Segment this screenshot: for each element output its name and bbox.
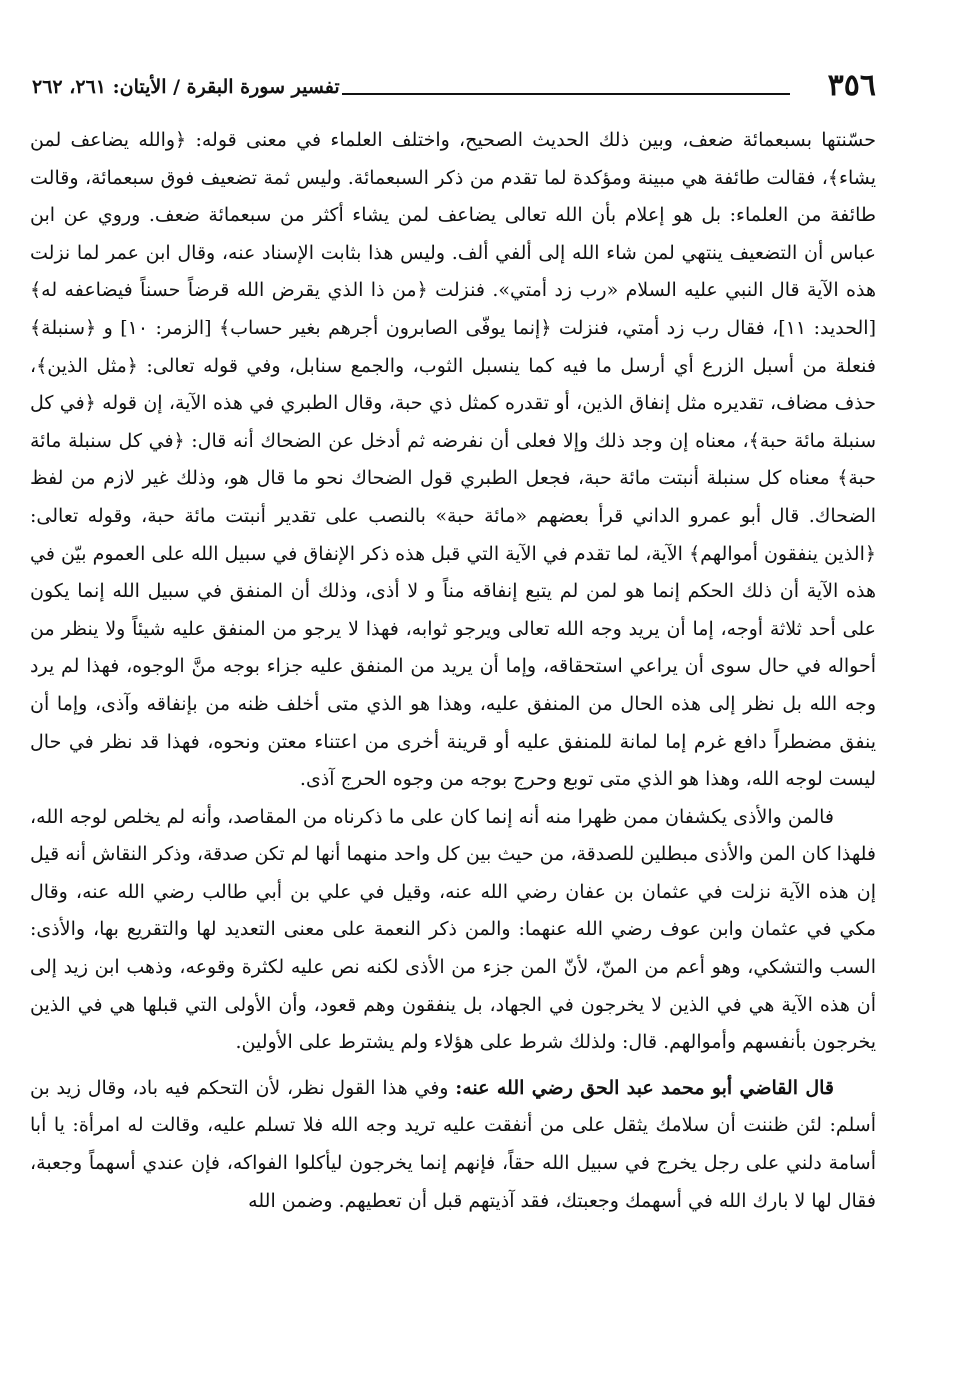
page-number: ٣٥٦ [827, 68, 876, 103]
paragraph-3-text: وفي هذا القول نظر، لأن التحكم فيه باد، وقال زيد بن أسلم: لئن ظننت أن سلامك يثقل على من أنفقت عليه تريد وجه الله فلا تسلم عليه، وقالت له امرأة: يا أبا أسامة دلني على رجل يخرج في سبيل الله حقاً، فإنهم إنما يخرجون ليأكلوا الفواكه، فإن عندي أسهماً وجعبة، فقال لها لا بارك الله في أسهمك وجعبتك، فقد آذيتهم قبل أن تعطيهم. وضمن الله [30, 1076, 876, 1212]
paragraph-1: حسّنتها بسبعمائة ضعف، وبين ذلك الحديث الصحيح، واختلف العلماء في معنى قوله: ﴿والله يضاعف لمن يشاء﴾، فقالت طائفة هي مبينة ومؤكدة لما تقدم من ذكر السبعمائة. وليس ثمة تضعيف فوق سبعمائة، وقالت طائفة من العلماء: بل هو إعلام بأن الله تعالى يضاعف لمن يشاء أكثر من سبعمائة ضعف. وروي عن ابن عباس أن التضعيف ينتهي لمن شاء الله إلى ألفي ألف. وليس هذا بثابت الإسناد عنه، وقال ابن عمر لما نزلت هذه الآية قال النبي عليه السلام «رب زد أمتي». فنزلت ﴿من ذا الذي يقرض الله قرضاً حسناً فيضاعفه له﴾ [الحديد: ١١]، فقال رب زد أمتي، فنزلت ﴿إنما يوفّى الصابرون أجرهم بغير حساب﴾ [الزمر: ١٠] و ﴿سنبلة﴾ فنعلة من أسبل الزرع أي أرسل ما فيه كما ينسبل الثوب، والجمع سنابل، وفي قوله تعالى: ﴿مثل الذين﴾، حذف مضاف، تقديره مثل إنفاق الذين، أو تقدره كمثل ذي حبة، وقال الطبري في هذه الآية، إن قوله ﴿في كل سنبلة مائة حبة﴾، معناه إن وجد ذلك وإلا فعلى أن نفرضه ثم أدخل عن الضحاك أنه قال: ﴿في كل سنبلة مائة حبة﴾ معناه كل سنبلة أنبتت مائة حبة، فجعل الطبري قول الضحاك نحو ما قال هو، وذلك غير لازم من لفظ الضحاك. قال أبو عمرو الداني قرأ بعضهم «مائة حبة» بالنصب على تقدير أنبتت مائة حبة، وقوله تعالى: ﴿الذين ينفقون أموالهم﴾ الآية، لما تقدم في الآية التي قبل هذه ذكر الإنفاق في سبيل الله على العموم بيّن في هذه الآية أن ذلك الحكم إنما هو لمن لم يتبع إنفاقه مناً و لا أذى، وذلك أن المنفق في سبيل الله إنما يكون على أحد ثلاثة أوجه، إما أن يريد وجه الله تعالى ويرجو ثوابه، فهذا لا يرجو من المنفق عليه شيئاً ولا ينظر من أحواله في حال سوى أن يراعي استحقاقه، وإما أن يريد من المنفق عليه جزاء بوجه منَّ الوجوه، فهذا لم يرد وجه الله بل نظر إلى هذه الحال من المنفق عليه، وهذا هو الذي متى أخلف ظنه من بإنفاقه وآذى، وإما أن ينفق مضطراً دافع غرم إما لمانة للمنفق عليه أو قرينة أخرى من اعتناء معتن ونحوه، فهذا قد نظر في حال ليست لوجه الله، وهذا هو الذي متى توبع وحرج بوجه من وجوه الحرج آذى. [30, 129, 876, 791]
running-title: تفسير سورة البقرة / الأيتان: ٢٦١، ٢٦٢ [32, 76, 340, 98]
body-text [30, 122, 876, 1220]
page-header [32, 66, 876, 106]
paragraph-3-lead: قال القاضي أبو محمد عبد الحق رضي الله عنه: [455, 1076, 834, 1099]
paragraph-3 [30, 1070, 876, 1220]
header-rule [342, 93, 790, 95]
paragraph-2: فالمن والأذى يكشفان ممن ظهرا منه أنه إنما كان على ما ذكرناه من المقاصد، وأنه لم يخلص لوجه الله، فلهذا كان المن والأذى مبطلين للصدقة، من حيث بين كل واحد منهما أنها لم تكن صدقة، وذكر النقاش أنه قيل إن هذه الآية نزلت في عثمان بن عفان رضي الله عنه، وقيل في علي بن أبي طالب رضي الله عنه، وقال مكي في عثمان وابن عوف رضي الله عنهما: والمن ذكر النعمة على معنى التعديد لها والتقريع بها، والأذى: السب والتشكي، وهو أعم من المنّ، لأنّ المن جزء من الأذى لكنه نص عليه لكثرة وقوعه، وذهب ابن زيد إلى أن هذه الآية هي في الذين لا يخرجون في الجهاد، بل ينفقون وهم قعود، وأن الأولى التي قبلها هي في الذين يخرجون بأنفسهم وأموالهم. قال: ولذلك شرط على هؤلاء ولم يشترط على الأولين. [30, 805, 876, 1054]
